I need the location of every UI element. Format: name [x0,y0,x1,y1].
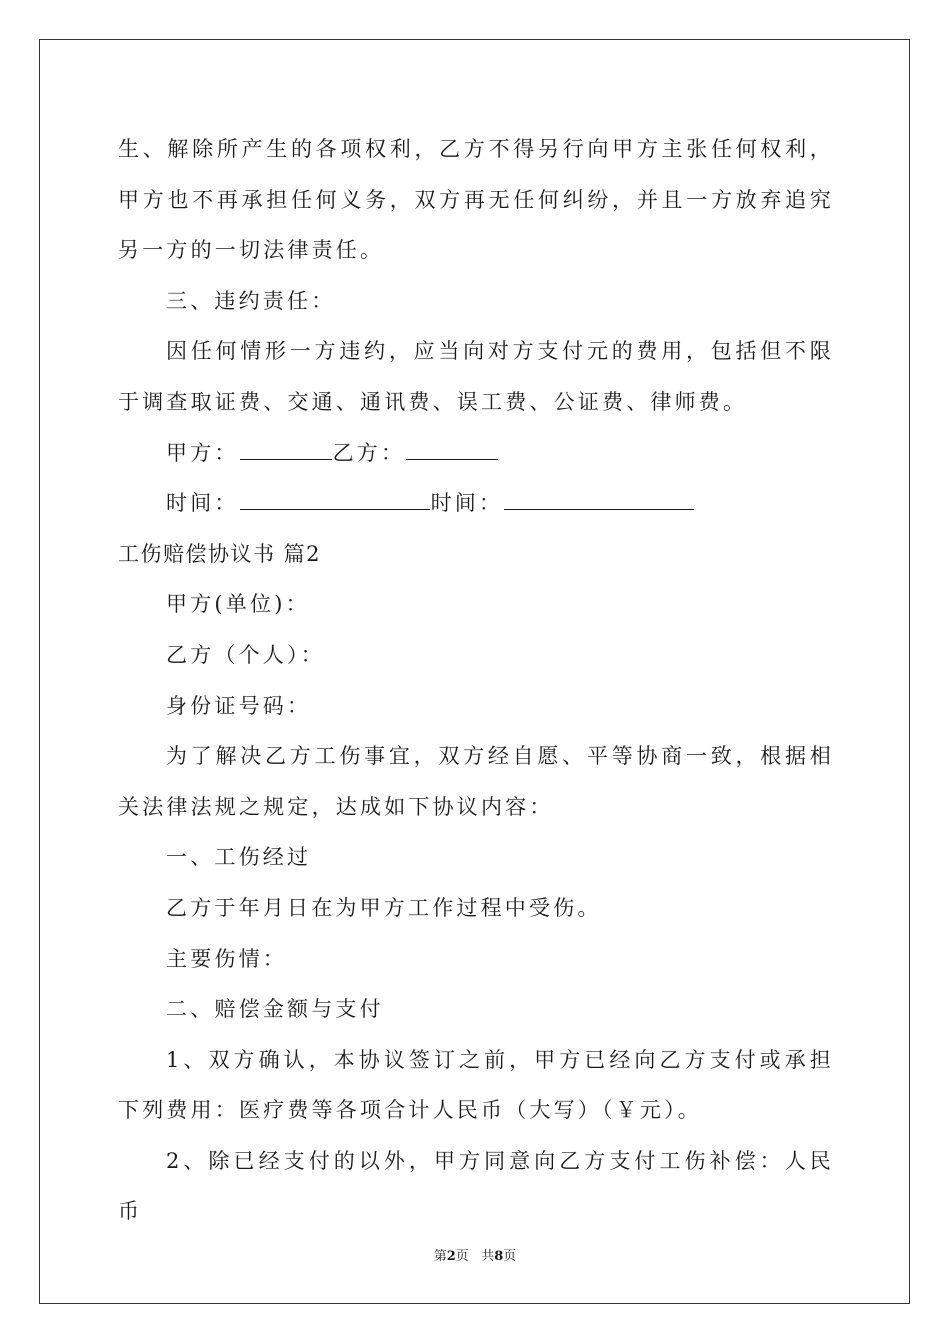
party-a-field: 甲方(单位)： [166,592,310,617]
section-title: 工伤赔偿协议书 篇2 [118,541,322,566]
document-body [118,124,834,1237]
paragraph: 1、双方确认，本协议签订之前，甲方已经向乙方支付或承担下列费用：医疗费等各项合计人民币（大写）（￥元）。 [118,1047,834,1123]
paragraph: 乙方于年月日在为甲方工作过程中受伤。 [166,895,602,920]
party-b-field: 乙方（个人）： [166,642,325,667]
paragraph: 生、解除所产生的各项权利，乙方不得另行向甲方主张任何权利，甲方也不再承担任何义务，双方再无任何纠纷，并且一方放弃追究另一方的一切法律责任。 [118,137,834,263]
id-number-field: 身份证号码： [166,693,312,718]
paragraph: 因任何情形一方违约，应当向对方支付元的费用，包括但不限于调查取证费、交通、通讯费、误工费、公证费、律师费。 [118,339,834,414]
party-b-label: 乙方： [332,440,406,465]
section-heading: 一、工伤经过 [166,845,312,870]
time-label-b: 时间： [430,491,504,516]
injury-field: 主要伤情： [166,946,287,971]
paragraph: 2、除已经支付的以外，甲方同意向乙方支付工伤补偿：人民币 [118,1148,834,1224]
current-page-number: 2 [446,1249,456,1264]
section-heading: 二、赔偿金额与支付 [166,997,384,1022]
total-page-number: 8 [494,1249,504,1264]
time-b-blank [504,491,694,510]
party-a-blank [240,441,332,460]
time-label-a: 时间： [166,491,239,516]
signature-line-time [118,478,834,529]
paragraph: 为了解决乙方工伤事宜，双方经自愿、平等协商一致，根据相关法律法规之规定，达成如下协议内容： [118,744,834,819]
signature-line-parties [118,428,834,479]
section-heading: 三、违约责任： [166,288,336,313]
page-footer: 第2页 共8页 [433,1249,517,1264]
party-a-label: 甲方： [166,440,239,465]
time-a-blank [240,491,430,510]
party-b-blank [406,441,498,460]
